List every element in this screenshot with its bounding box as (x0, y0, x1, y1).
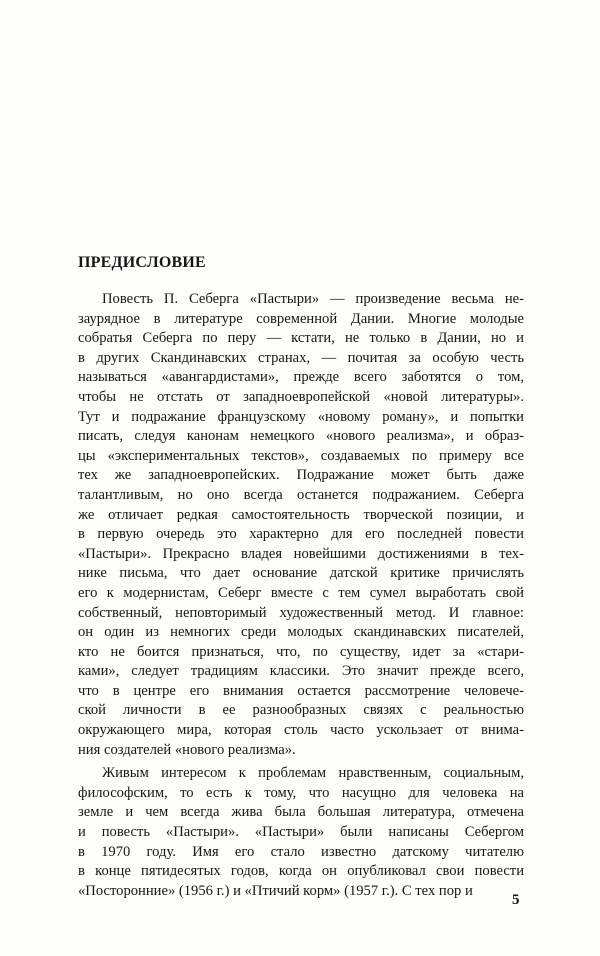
text-line: кто не боится признаться, что, по существу, идет за «стари- (78, 643, 524, 660)
text-line: в первую очередь это характерно для его последней повести (78, 526, 524, 543)
text-line: и повесть «Пастыри». «Пастыри» были написаны Себергом (78, 824, 524, 841)
text-line: ками», следует традициям классики. Это значит прежде всего, (78, 663, 524, 680)
text-line: «Пастыри». Прекрасно владея новейшими достижениями в тех- (78, 545, 524, 562)
text-line: в других Скандинавских странах, — почитая за особую честь (78, 349, 524, 366)
text-line: в 1970 году. Имя его стало известно датскому читателю (78, 843, 524, 860)
text-line: Тут и подражание французскому «новому роману», и попытки (78, 408, 524, 425)
text-line: он один из немногих среди молодых скандинавских писателей, (78, 624, 524, 641)
text-line: ской личности в ее разнообразных связях с реальностью (78, 702, 524, 719)
text-line: собратья Себерга по перу — кстати, не только в Дании, но и (78, 330, 524, 347)
text-line: тех же западноевропейских. Подражание может быть даже (78, 467, 524, 484)
text-line: собственный, неповторимый художественный метод. И главное: (78, 604, 524, 621)
text-line: Повесть П. Себерга «Пастыри» — произведение весьма не- (102, 291, 524, 307)
text-line: в конце пятидесятых годов, когда он опубликовал свои повести (78, 863, 524, 880)
text-line: окружающего мира, которая столь часто ускользает от внима- (78, 722, 524, 739)
text-line: ния создателей «нового реализма». (78, 741, 296, 758)
text-line: что в центре его внимания остается рассмотрение человече- (78, 682, 524, 699)
text-line: писать, следуя канонам немецкого «нового реализма», и образ- (78, 428, 524, 445)
text-line: философским, то есть к тому, что насущно для человека на (78, 784, 524, 801)
text-line: Живым интересом к проблемам нравственным, социальным, (102, 765, 524, 782)
text-line: называться «авангардистами», прежде всего заботятся о том, (78, 369, 524, 386)
text-line: заурядное в литературе современной Дании. Многие молодые (78, 310, 524, 327)
paragraph (78, 290, 524, 760)
section-heading: ПРЕДИСЛОВИЕ (78, 254, 206, 271)
text-line: же отличает редкая самостоятельность творческой позиции, и (78, 506, 524, 523)
paragraph (78, 764, 524, 901)
body-text (78, 290, 524, 905)
text-line: цы «экспериментальных текстов», создаваемых по примеру все (78, 447, 524, 464)
page-number: 5 (512, 892, 520, 908)
text-line: «Посторонние» (1956 г.) и «Птичий корм» (1957 г.). С тех пор и (78, 882, 473, 899)
text-line: чтобы не отстать от западноевропейской «новой литературы». (78, 388, 524, 405)
text-line: нике письма, что дает основание датской критике причислять (78, 565, 524, 582)
text-line: талантливым, но оно всегда останется подражанием. Себерга (78, 486, 524, 503)
text-line: земле и чем всегда жива была большая литература, отмечена (78, 804, 524, 821)
text-line: его к модернистам, Себерг вместе с тем сумел выработать свой (78, 584, 524, 601)
